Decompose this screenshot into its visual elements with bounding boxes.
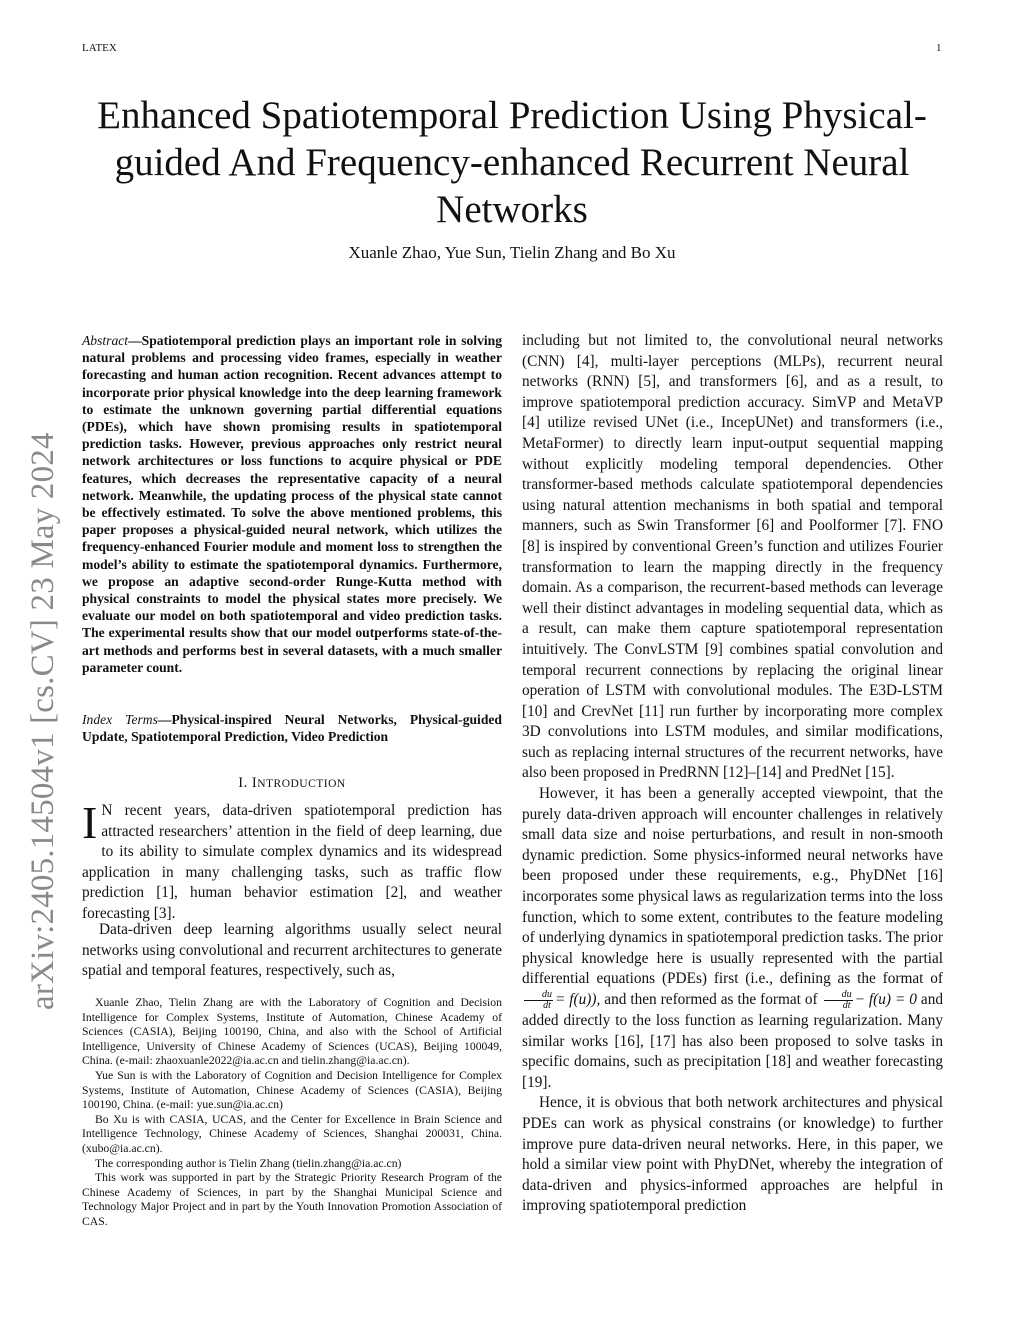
section-number: I. <box>238 775 248 791</box>
equation-rhs: = f(u)), <box>555 991 601 1009</box>
paper-title: Enhanced Spatiotemporal Prediction Using Physical-guided And Frequency-enhanced Recurrent Neural Networks <box>97 94 927 231</box>
running-header: LATEX <box>82 42 117 54</box>
intro-paragraph-2: Data-driven deep learning algorithms usually select neural networks using convolutional and recurrent architectures to generate spatial and temporal features, respectively, such as, <box>82 921 502 980</box>
footnote-affiliation-3: Bo Xu is with CASIA, UCAS, and the Center for Excellence in Brain Science and Intelligence Technology, Chinese Academy of Sciences, Shanghai 200031, China. (xubo@ia.ac.cn). <box>82 1112 502 1155</box>
equation-fraction: $\frac{du}{dt}$ <box>824 990 853 1011</box>
footnote-affiliation-1: Xuanle Zhao, Tielin Zhang are with the Laboratory of Cognition and Decision Intelligence for Complex Systems, Institute of Automation, Chinese Academy of Sciences (CASIA), Beijing 100190, China, and also with the School of Artificial Intelligence, University of Chinese Academy of Sciences (UCAS), Beijing 100049, China. (e-mail: zhaoxuanle2022@ia.ac.cn and tielin.zhang@ia.ac.cn). <box>82 996 502 1068</box>
index-terms-text: —Physical-inspired Neural Networks, Physical-guided Update, Spatiotemporal Prediction, Video Prediction <box>82 712 502 745</box>
right-paragraph-1: including but not limited to, the convolutional neural networks (CNN) [4], multi-layer perceptions (MLPs), recurrent neural networks (RNN) [5], and transformers [6], and as a result, to improve spatiotemporal prediction accuracy. SimVP and MetaVP [4] utilize revised UNet (i.e., IncepUNet) and transformers (i.e., MetaFormer) to directly learn input-output sequential mapping without explicitly modeling temporal dependencies. Other transformer-based methods calculate spatiotemporal dependencies using natural attention mechanisms in both spatial and temporal manners, such as Swin Transformer [6] and Poolformer [7]. FNO [8] is inspired by conventional Green’s function and utilizes Fourier transformation to learn the mapping directly in the frequency domain. As a comparison, the recurrent-based methods can leverage well their distinct advantages in modeling sequential data, which as a result, can make them capture spatiotemporal representation intuitively. The ConvLSTM [9] combines spatial convolution and temporal recurrent connections by replacing the original linear operation of LSTM with convolutional modules. The E3D-LSTM [10] and CrevNet [11] run further by incorporating more complex 3D convolutions into LSTM modules, and similar modifications, such as replacing internal structures of the recurrent networks, have also been proposed in PredRNN [12]–[14] and PredNet [15]. <box>522 332 943 782</box>
arxiv-stamp: arXiv:2405.14504v1 [cs.CV] 23 May 2024 <box>25 432 61 1010</box>
footnotes <box>82 996 502 1230</box>
intro-paragraph-1: I N recent years, data-driven spatiotemporal prediction has attracted researchers’ attention in the field of deep learning, due to its ability to simulate complex dynamics and its widespread application in many challenging tasks, such as traffic flow prediction [1], human behavior estimation [2], and weather forecasting [3]. <box>82 797 502 922</box>
right-paragraph-3: Hence, it is obvious that both network architectures and physical PDEs can work as physical constrains (or knowledge) to further improve pure data-driven neural networks. Here, in this paper, we hold a similar view point with PhyDNet, whereby the integration of data-driven and physics-informed approaches are helpful in improving spatiotemporal prediction <box>522 1094 943 1215</box>
footnote-corresponding: The corresponding author is Tielin Zhang (tielin.zhang@ia.ac.cn) <box>95 1156 402 1170</box>
index-terms-label: Index Terms <box>82 712 158 727</box>
equation-rhs: − f(u) = 0 <box>854 991 917 1009</box>
equation-fraction: $\frac{du}{dt}$ <box>524 990 553 1011</box>
abstract-label: Abstract <box>82 333 129 348</box>
abstract-text: —Spatiotemporal prediction plays an important role in solving natural problems and processing video frames, especially in weather forecasting and human action recognition. Recent advances attempt to incorporate prior physical knowledge into the deep learning framework to estimate the unknown governing partial differential equations (PDEs), which have shown promising results in spatiotemporal prediction tasks. However, previous approaches only restrict neural network architectures or loss functions to acquire physical or PDE features, which decreases the representative capacity of a neural network. Meanwhile, the updating process of the physical state cannot be effectively estimated. To solve the above mentioned problems, this paper proposes a physical-guided neural network, which utilizes the frequency-enhanced Fourier module and moment loss to strengthen the model’s ability to estimate the spatiotemporal dynamics. Furthermore, we propose an adaptive second-order Runge-Kutta method with physical constraints to model the physical states more precisely. We evaluate our model on both spatiotemporal and video prediction tasks. The experimental results show that our model outperforms state-of-the-art methods and performs best in several datasets, with a much smaller parameter count. <box>82 333 502 675</box>
section-title-smallcaps: NTRODUCTION <box>257 778 346 790</box>
section-heading-introduction: I. INTRODUCTION <box>238 775 346 791</box>
abstract <box>82 332 502 676</box>
footnote-affiliation-2: Yue Sun is with the Laboratory of Cognition and Decision Intelligence for Complex Systems, Institute of Automation, Chinese Academy of Sciences (CASIA), Beijing 100190, China. (e-mail: yue.sun@ia.ac.cn) <box>82 1068 502 1112</box>
right-paragraph-2: However, it has been a generally accepted viewpoint, that the purely data-driven approach will encounter challenges in relatively small data size and noise perturbations, and result in non-smooth dynamic prediction. Some physics-informed neural networks have been proposed under these requirements, e.g., PhyDNet [16] incorporates some physical laws as regularization terms into the loss function, which to some extent, contributes to the feature modeling of underlying dynamics in spatiotemporal prediction tasks. The prior physical knowledge here is usually represented with the partial differential equations (PDEs) first (i.e., defining as the format of $\frac{du}{dt}$ = f(u)), and then reformed as the format of $\frac{du}{dt}$ − f(u) = 0 and added directly to the loss function as learning regularization. Many similar works [16], [17] has also been proposed to solve tasks in specific domains, such as precipitation [18] and weather forecasting [19]. <box>522 785 943 1091</box>
author-list: Xuanle Zhao, Yue Sun, Tielin Zhang and Bo Xu <box>348 243 676 262</box>
drop-cap: I <box>82 797 98 848</box>
right-column <box>522 331 943 1217</box>
footnote-funding: This work was supported in part by the Strategic Priority Research Program of the Chinese Academy of Sciences, in part by the Shanghai Municipal Science and Technology Major Project and in part by the Youth Innovation Promotion Association of CAS. <box>82 1171 502 1228</box>
page-number: 1 <box>936 42 942 54</box>
index-terms <box>82 711 502 745</box>
